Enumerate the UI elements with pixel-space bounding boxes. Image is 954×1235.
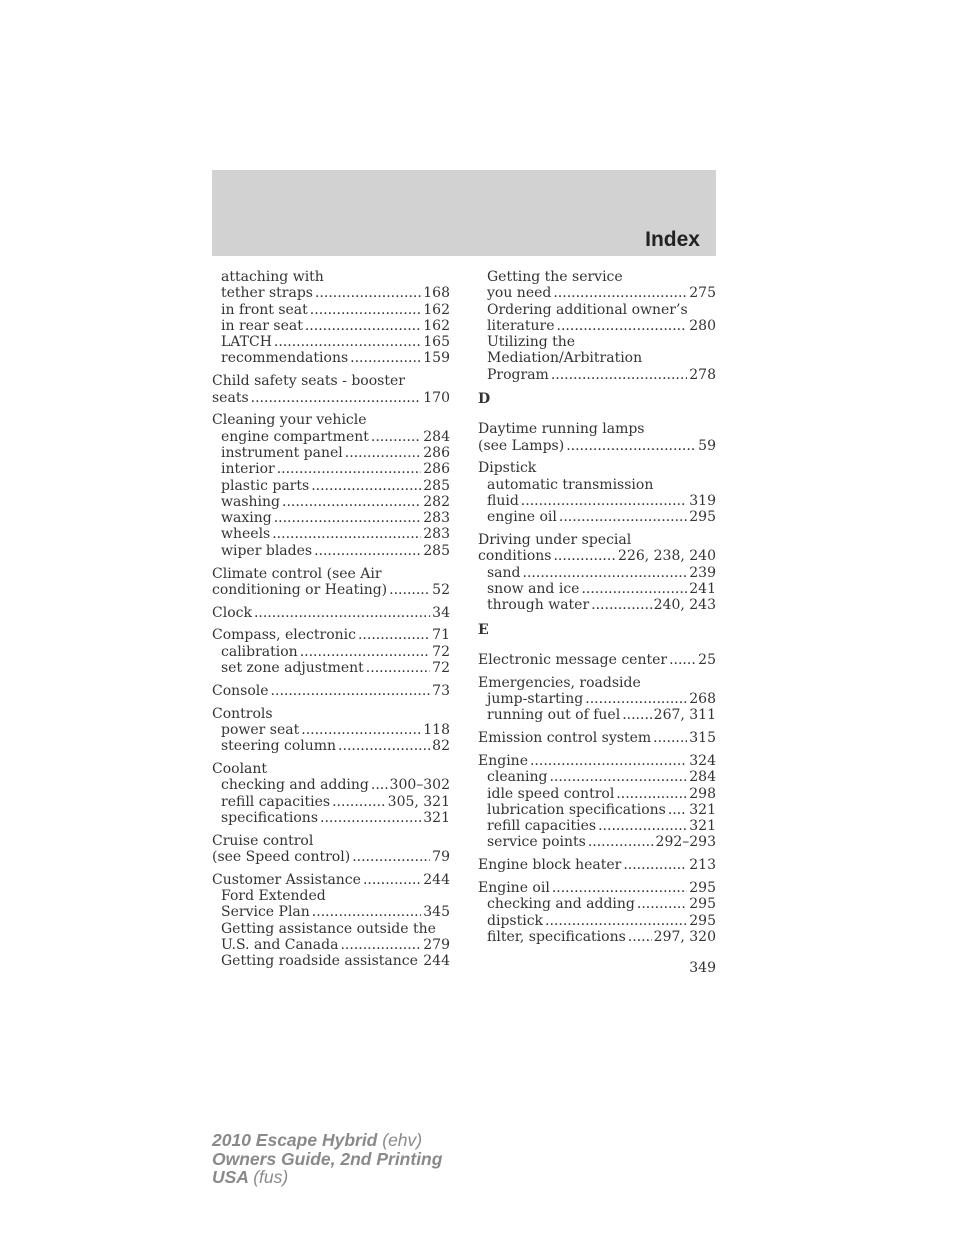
entry-text: in rear seat: [221, 317, 303, 334]
entry-text: waxing: [221, 510, 272, 527]
index-entry: [212, 627, 450, 643]
entry-text: Getting assistance outside the: [221, 920, 436, 937]
entry-text: tether straps: [221, 285, 313, 302]
dot-leader: [557, 318, 688, 334]
index-subentry: [212, 350, 450, 366]
entry-text: jump-starting: [487, 691, 584, 708]
entry-text: wiper blades: [221, 542, 313, 559]
entry-page-ref: 268: [689, 691, 716, 708]
dot-leader: [366, 660, 430, 676]
dot-leader: [338, 738, 430, 754]
dot-leader: [315, 285, 421, 301]
entry-text: Child safety seats - booster: [212, 373, 405, 390]
index-subentry: [212, 810, 450, 826]
entry-text: power seat: [221, 721, 300, 738]
dot-leader: [637, 896, 687, 912]
entry-page-ref: 295: [689, 896, 716, 913]
dot-leader: [350, 350, 421, 366]
entry-page-ref: 295: [689, 509, 716, 526]
dot-leader: [530, 753, 687, 769]
footer-line-1: [212, 1131, 442, 1150]
entry-page-ref: 278: [689, 366, 716, 383]
index-subentry: [212, 722, 450, 738]
entry-page-ref: 324: [689, 752, 716, 769]
index-entry: [212, 566, 450, 582]
dot-leader: [545, 913, 687, 929]
entry-page-ref: 283: [423, 510, 450, 527]
index-entry: [478, 532, 716, 548]
index-subentry: [212, 318, 450, 334]
index-subentry: [478, 269, 716, 285]
dot-leader: [616, 786, 687, 802]
index-subentry: [212, 543, 450, 559]
index-subentry: [212, 738, 450, 754]
entry-text: Dipstick: [478, 460, 537, 477]
entry-page-ref: 168: [423, 285, 450, 302]
entry-page-ref: 283: [423, 526, 450, 543]
dot-leader: [345, 445, 422, 461]
entry-text: Coolant: [212, 761, 268, 778]
dot-leader: [282, 494, 421, 510]
dot-leader: [553, 548, 616, 564]
entry-page-ref: 82: [432, 738, 450, 755]
entry-page-ref: 213: [689, 857, 716, 874]
footer-region: USA: [212, 1167, 249, 1187]
entry-text: Driving under special: [478, 532, 632, 549]
entry-page-ref: 284: [689, 769, 716, 786]
entry-page-ref: 118: [423, 721, 450, 738]
dot-leader: [301, 722, 421, 738]
index-entry: [478, 652, 716, 668]
index-subentry: [478, 493, 716, 509]
index-entry: [212, 849, 450, 865]
dot-leader: [310, 302, 421, 318]
dot-leader: [272, 526, 421, 542]
entry-text: Mediation/Arbitration: [487, 350, 643, 367]
dot-leader: [389, 582, 430, 598]
dot-leader: [352, 849, 430, 865]
dot-leader: [585, 691, 687, 707]
entry-page-ref: 72: [432, 643, 450, 660]
dot-leader: [363, 872, 421, 888]
index-subentry: [212, 429, 450, 445]
index-entry: [212, 373, 450, 389]
entry-page-ref: 297, 320: [653, 928, 716, 945]
entry-text: (see Lamps): [478, 437, 565, 454]
entry-text: specifications: [221, 809, 319, 826]
entry-text: engine oil: [487, 509, 557, 526]
index-subentry: [212, 526, 450, 542]
entry-text: fluid: [487, 493, 519, 510]
index-subentry: [212, 494, 450, 510]
index-subentry: [478, 350, 716, 366]
index-subentry: [478, 913, 716, 929]
entry-text: lubrication specifications: [487, 801, 666, 818]
entry-page-ref: 72: [432, 660, 450, 677]
entry-page-ref: 345: [423, 904, 450, 921]
index-subentry: [478, 786, 716, 802]
entry-text: in front seat: [221, 301, 308, 318]
index-subentry: [212, 921, 450, 937]
index-subentry: [478, 691, 716, 707]
index-subentry: [212, 478, 450, 494]
dot-leader: [623, 857, 687, 873]
dot-leader: [371, 777, 388, 793]
entry-page-ref: 159: [423, 350, 450, 367]
entry-text: refill capacities: [221, 793, 331, 810]
entry-text: Climate control (see Air: [212, 565, 382, 582]
dot-leader: [628, 929, 652, 945]
entry-page-ref: 300–302: [389, 777, 450, 794]
footer-line-3: [212, 1168, 442, 1187]
index-entry: [212, 582, 450, 598]
dot-leader: [549, 769, 687, 785]
index-entry: [212, 833, 450, 849]
entry-page-ref: 285: [423, 477, 450, 494]
index-subentry: [212, 269, 450, 285]
index-subentry: [478, 818, 716, 834]
page-number: 349: [689, 960, 716, 976]
dot-leader: [668, 802, 687, 818]
index-subentry: [212, 777, 450, 793]
index-entry: [212, 683, 450, 699]
index-subentry: [478, 581, 716, 597]
dot-leader: [314, 543, 421, 559]
page-title: Index: [645, 228, 700, 251]
index-entry: [478, 675, 716, 691]
entry-page-ref: 165: [423, 334, 450, 351]
entry-text: Emission control system: [478, 730, 652, 747]
entry-text: U.S. and Canada: [221, 936, 339, 953]
index-subentry: [478, 334, 716, 350]
index-subentry: [212, 302, 450, 318]
index-subentry: [478, 597, 716, 613]
index-subentry: [212, 285, 450, 301]
index-subentry: [212, 937, 450, 953]
dot-leader: [622, 707, 651, 723]
index-subentry: [478, 302, 716, 318]
index-entry: [478, 460, 716, 476]
dot-leader: [340, 937, 421, 953]
index-subentry: [478, 802, 716, 818]
entry-text: Service Plan: [221, 904, 310, 921]
index-entry: [212, 706, 450, 722]
entry-text: service points: [487, 834, 586, 851]
dot-leader: [588, 834, 654, 850]
entry-page-ref: 59: [698, 437, 716, 454]
entry-text: instrument panel: [221, 444, 343, 461]
index-entry: [212, 872, 450, 888]
entry-page-ref: 315: [689, 730, 716, 747]
index-subentry: [478, 896, 716, 912]
dot-leader: [251, 390, 422, 406]
dot-leader: [311, 478, 421, 494]
index-subentry: [478, 707, 716, 723]
entry-text: Customer Assistance: [212, 871, 361, 888]
section-letter: D: [478, 391, 491, 408]
entry-page-ref: 241: [689, 581, 716, 598]
index-subentry: [212, 888, 450, 904]
dot-leader: [274, 334, 421, 350]
index-subentry: [212, 794, 450, 810]
index-entry: [212, 390, 450, 406]
index-entry: [478, 730, 716, 746]
entry-text: calibration: [221, 643, 298, 660]
index-entry: [212, 761, 450, 777]
dot-leader: [274, 510, 422, 526]
section-letter: E: [478, 621, 489, 638]
index-subentry: [212, 461, 450, 477]
entry-page-ref: 162: [423, 301, 450, 318]
entry-page-ref: 267, 311: [653, 707, 716, 724]
entry-text: Engine: [478, 752, 528, 769]
index-subentry: [478, 367, 716, 383]
dot-leader: [277, 461, 422, 477]
index-subentry: [478, 477, 716, 493]
entry-text: Utilizing the: [487, 334, 576, 351]
entry-text: LATCH: [221, 334, 272, 351]
entry-page-ref: 284: [423, 428, 450, 445]
entry-text: engine compartment: [221, 428, 369, 445]
index-entry: [478, 421, 716, 437]
dot-leader: [591, 597, 652, 613]
entry-text: Getting roadside assistance: [221, 953, 418, 970]
entry-text: filter, specifications: [487, 928, 626, 945]
dot-leader: [420, 953, 421, 969]
entry-text: conditions: [478, 548, 552, 565]
entry-text: literature: [487, 317, 555, 334]
entry-text: recommendations: [221, 350, 349, 367]
entry-text: Cleaning your vehicle: [212, 412, 367, 429]
entry-page-ref: 286: [423, 444, 450, 461]
dot-leader: [312, 904, 421, 920]
index-entry: [478, 548, 716, 564]
entry-text: checking and adding: [221, 777, 369, 794]
index-subentry: [478, 565, 716, 581]
entry-text: Engine oil: [478, 880, 550, 896]
dot-leader: [559, 509, 687, 525]
index-subentry: [212, 660, 450, 676]
entry-page-ref: 162: [423, 317, 450, 334]
entry-page-ref: 279: [423, 936, 450, 953]
footer-model-code: (ehv): [382, 1130, 423, 1150]
dot-leader: [305, 318, 421, 334]
index-subentry: [478, 285, 716, 301]
entry-page-ref: 244: [423, 871, 450, 888]
entry-text: idle speed control: [487, 785, 615, 802]
index-entry: [478, 857, 716, 873]
entry-page-ref: 275: [689, 285, 716, 302]
entry-text: refill capacities: [487, 818, 597, 835]
index-subentry: [478, 318, 716, 334]
index-subentry: [212, 644, 450, 660]
index-entry: [478, 880, 716, 896]
dot-leader: [371, 429, 421, 445]
entry-text: plastic parts: [221, 477, 310, 494]
entry-page-ref: 292–293: [655, 834, 716, 851]
entry-text: Controls: [212, 705, 273, 722]
entry-page-ref: 282: [423, 493, 450, 510]
entry-text: dipstick: [487, 912, 544, 929]
entry-text: (see Speed control): [212, 849, 351, 865]
entry-text: sand: [487, 564, 521, 581]
entry-page-ref: 280: [689, 317, 716, 334]
index-subentry: [212, 510, 450, 526]
index-subentry: [478, 509, 716, 525]
index-subentry: [478, 834, 716, 850]
entry-page-ref: 295: [689, 912, 716, 929]
entry-text: steering column: [221, 738, 337, 755]
entry-text: running out of fuel: [487, 707, 621, 724]
dot-leader: [521, 493, 687, 509]
entry-page-ref: 34: [432, 604, 450, 621]
entry-text: wheels: [221, 526, 271, 543]
entry-text: cleaning: [487, 769, 548, 786]
index-entry: [212, 605, 450, 621]
index-entry: [478, 753, 716, 769]
dot-leader: [523, 565, 688, 581]
dot-leader: [551, 367, 687, 383]
entry-text: Daytime running lamps: [478, 421, 645, 438]
dot-leader: [552, 880, 687, 896]
entry-text: Program: [487, 366, 549, 383]
entry-text: snow and ice: [487, 581, 580, 598]
entry-page-ref: 52: [432, 581, 450, 598]
entry-text: conditioning or Heating): [212, 581, 388, 598]
entry-page-ref: 286: [423, 461, 450, 478]
entry-text: through water: [487, 597, 590, 614]
entry-page-ref: 298: [689, 785, 716, 802]
entry-page-ref: 25: [698, 651, 716, 668]
footer-publication-info: [212, 1131, 442, 1187]
entry-text: Console: [212, 682, 269, 699]
entry-text: you need: [487, 285, 552, 302]
dot-leader: [254, 605, 430, 621]
entry-page-ref: 321: [423, 809, 450, 826]
entry-page-ref: 319: [689, 493, 716, 510]
dot-leader: [669, 652, 696, 668]
index-subentry: [478, 929, 716, 945]
dot-leader: [598, 818, 687, 834]
entry-page-ref: 170: [423, 389, 450, 406]
entry-text: Engine block heater: [478, 857, 622, 874]
entry-text: Ford Extended: [221, 888, 326, 905]
dot-leader: [566, 438, 696, 454]
dot-leader: [653, 730, 687, 746]
index-right-column: [478, 269, 716, 945]
entry-page-ref: 244: [423, 953, 450, 970]
index-subentry: [212, 953, 450, 969]
entry-page-ref: 239: [689, 564, 716, 581]
index-subentry: [478, 769, 716, 785]
index-subentry: [212, 334, 450, 350]
index-left-column: [212, 269, 450, 970]
entry-text: checking and adding: [487, 896, 635, 913]
index-entry: [212, 412, 450, 428]
entry-page-ref: 79: [432, 849, 450, 865]
entry-page-ref: 305, 321: [387, 793, 450, 810]
dot-leader: [581, 581, 687, 597]
entry-text: Clock: [212, 604, 252, 621]
entry-page-ref: 226, 238, 240: [618, 548, 716, 565]
entry-page-ref: 73: [432, 682, 450, 699]
entry-page-ref: 321: [689, 801, 716, 818]
index-subentry: [212, 445, 450, 461]
dot-leader: [300, 644, 430, 660]
entry-text: Cruise control: [212, 832, 314, 849]
dot-leader: [320, 810, 421, 826]
footer-model: 2010 Escape Hybrid: [212, 1130, 378, 1150]
footer-region-code: (fus): [253, 1167, 289, 1187]
entry-text: Getting the service: [487, 269, 623, 285]
entry-text: Electronic message center: [478, 651, 668, 668]
dot-leader: [271, 683, 431, 699]
entry-page-ref: 240, 243: [653, 597, 716, 614]
entry-text: attaching with: [221, 269, 324, 285]
entry-page-ref: 285: [423, 542, 450, 559]
entry-text: Ordering additional owner’s: [487, 301, 688, 318]
entry-text: washing: [221, 493, 280, 510]
index-header-band: [212, 170, 716, 256]
dot-leader: [332, 794, 386, 810]
entry-text: automatic transmission: [487, 476, 654, 493]
index-subentry: [212, 904, 450, 920]
entry-page-ref: 295: [689, 880, 716, 896]
entry-page-ref: 321: [689, 818, 716, 835]
entry-text: set zone adjustment: [221, 660, 364, 677]
dot-leader: [358, 627, 430, 643]
entry-page-ref: 71: [432, 627, 450, 644]
entry-text: Emergencies, roadside: [478, 674, 641, 691]
index-entry: [478, 438, 716, 454]
entry-text: seats: [212, 389, 249, 406]
footer-line-2: Owners Guide, 2nd Printing: [212, 1148, 443, 1169]
dot-leader: [553, 285, 687, 301]
entry-text: interior: [221, 461, 275, 478]
entry-text: Compass, electronic: [212, 627, 356, 644]
